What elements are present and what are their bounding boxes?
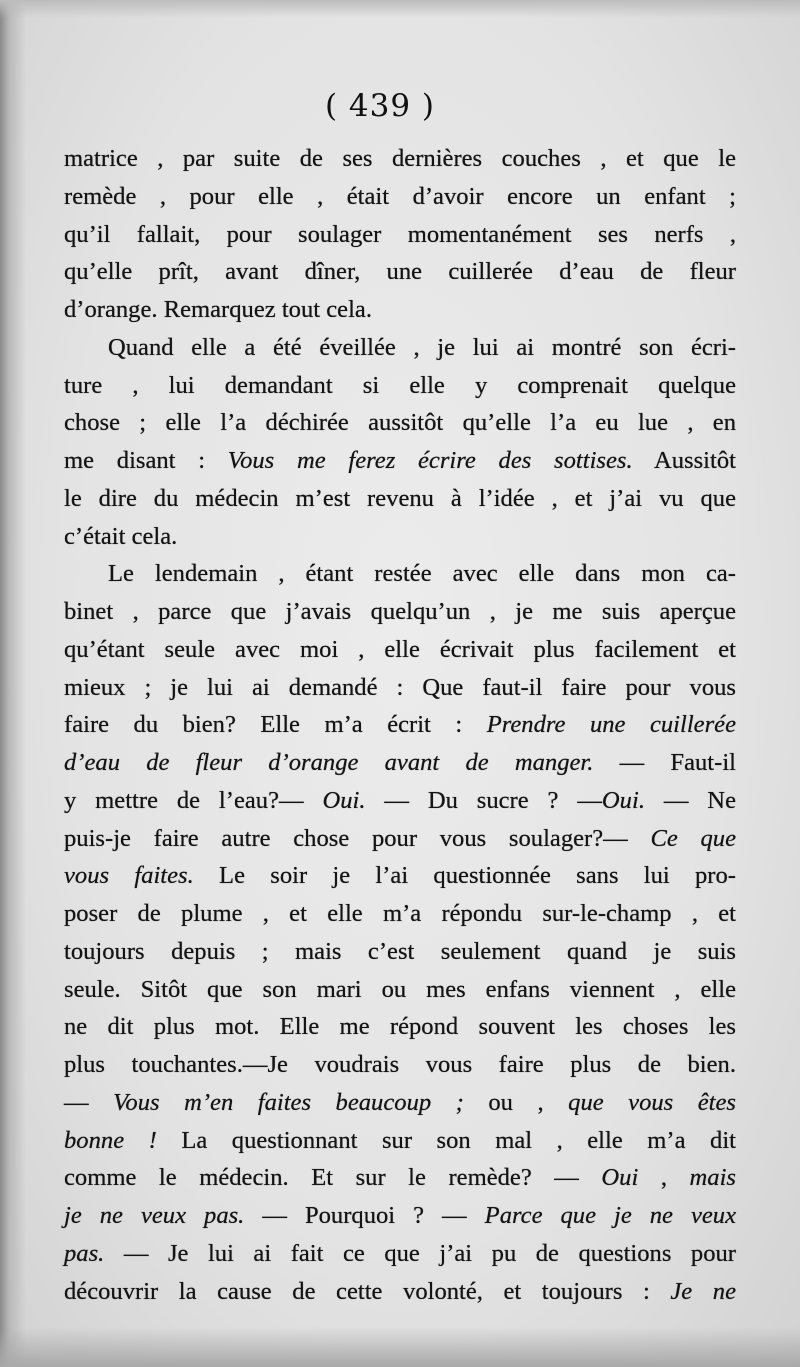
italic-text-segment: Vous me ferez écrire des sottises. <box>227 447 633 474</box>
text-segment: — <box>64 1088 114 1116</box>
text-line <box>64 706 736 744</box>
text-segment: comme le médecin. Et sur le remède? — <box>64 1164 602 1192</box>
text-segment: — Je lui ai fait ce que j’ai pu de questions pour <box>104 1239 736 1267</box>
text-line <box>64 480 736 518</box>
text-segment: seule. Sitôt que son mari ou mes enfans viennent , elle <box>64 975 736 1003</box>
text-segment: poser de plume , et elle m’a répondu sur-le-champ , et <box>64 900 736 927</box>
text-line <box>64 1084 736 1122</box>
italic-text-segment: Vous m’en faites beaucoup ; <box>113 1088 464 1116</box>
italic-text-segment: bonne ! <box>64 1126 157 1154</box>
text-line <box>64 971 736 1009</box>
text-segment: puis-je faire autre chose pour vous soulager?— <box>64 824 651 852</box>
text-segment: me disant : <box>64 447 228 474</box>
italic-text-segment: Prendre une cuillerée <box>486 711 736 739</box>
italic-text-segment: pas. <box>64 1239 105 1267</box>
italic-text-segment: Oui <box>601 1164 639 1192</box>
text-segment: ture , lui demandant si elle y comprenait quelque <box>64 371 736 399</box>
text-line <box>64 820 736 858</box>
text-line <box>64 744 736 782</box>
text-line <box>64 404 736 442</box>
text-line <box>64 178 736 216</box>
text-line <box>64 895 736 933</box>
italic-text-segment: Oui. <box>322 786 366 814</box>
text-line <box>64 442 736 480</box>
page-edge-shadow-top <box>0 0 800 18</box>
text-line <box>64 1197 736 1235</box>
italic-text-segment: que vous êtes <box>568 1088 737 1116</box>
text-line <box>64 1235 736 1273</box>
text-segment: — Ne <box>644 786 736 814</box>
text-segment: chose ; elle l’a déchirée aussitôt qu’elle l’a eu lue , en <box>64 409 736 437</box>
text-segment: d’orange. Remarquez tout cela. <box>64 296 372 323</box>
text-segment: , <box>638 1164 690 1192</box>
text-line <box>64 1273 736 1311</box>
text-segment: — Du sucre ? — <box>365 786 602 814</box>
text-segment: qu’il fallait, pour soulager momentanément ses nerfs , <box>64 220 736 248</box>
body-text <box>64 140 736 1310</box>
italic-text-segment: d’eau de fleur d’orange avant de manger. <box>64 749 594 776</box>
italic-text-segment: je ne veux pas. <box>64 1202 245 1229</box>
text-segment: plus touchantes.—Je voudrais vous faire plus de bien. <box>64 1051 736 1078</box>
page-edge-shadow-left <box>0 0 26 1367</box>
text-segment: La questionnant sur son mal , elle m’a dit <box>156 1126 736 1154</box>
italic-text-segment: Je ne <box>670 1277 736 1305</box>
text-segment: qu’étant seule avec moi , elle écrivait plus facilement et <box>64 635 736 663</box>
text-line <box>64 1046 736 1084</box>
text-line <box>64 669 736 707</box>
italic-text-segment: Ce que <box>650 824 736 852</box>
text-segment: le dire du médecin m’est revenu à l’idée , et j’ai vu que <box>64 484 736 512</box>
text-segment: Le soir je l’ai questionnée sans lui pro- <box>193 862 736 890</box>
text-segment: remède , pour elle , était d’avoir encore un enfant ; <box>64 182 736 210</box>
text-segment: ne dit plus mot. Elle me répond souvent les choses les <box>64 1013 736 1041</box>
text-line <box>64 253 736 291</box>
text-line <box>64 593 736 631</box>
text-line <box>64 140 736 178</box>
text-segment: Aussitôt <box>632 447 736 474</box>
text-segment: — Faut-il <box>593 749 736 776</box>
text-segment: faire du bien? Elle m’a écrit : <box>64 711 487 739</box>
text-line <box>64 291 736 329</box>
italic-text-segment: vous faites. <box>64 862 194 890</box>
text-line <box>64 1159 736 1197</box>
text-segment: y mettre de l’eau?— <box>64 786 323 814</box>
page-number: ( 439 ) <box>324 88 436 124</box>
text-line <box>64 555 736 593</box>
text-line <box>64 631 736 669</box>
text-line <box>64 367 736 405</box>
text-segment: matrice , par suite de ses dernières couches , et que le <box>64 145 736 172</box>
italic-text-segment: Oui. <box>601 786 645 814</box>
text-segment: ou , <box>463 1088 569 1116</box>
text-line <box>64 857 736 895</box>
text-line <box>64 782 736 820</box>
page-edge-shadow-bottom <box>0 1327 800 1367</box>
text-line <box>64 216 736 254</box>
text-segment: Quand elle a été éveillée , je lui ai montré son écri- <box>108 333 736 361</box>
text-segment: — Pourquoi ? — <box>244 1202 485 1229</box>
text-line <box>64 1122 736 1160</box>
text-segment: c’était cela. <box>64 522 178 550</box>
text-segment: découvrir la cause de cette volonté, et toujours : <box>64 1277 671 1305</box>
text-line <box>64 518 736 556</box>
text-segment: binet , parce que j’avais quelqu’un , je me suis aperçue <box>64 598 736 625</box>
text-segment: toujours depuis ; mais c’est seulement quand je suis <box>64 937 736 965</box>
text-segment: Le lendemain , étant restée avec elle dans mon ca- <box>108 560 736 588</box>
italic-text-segment: Parce que je ne veux <box>484 1202 737 1229</box>
text-line <box>64 329 736 367</box>
text-line <box>64 1008 736 1046</box>
italic-text-segment: mais <box>689 1164 736 1192</box>
text-line <box>64 933 736 971</box>
text-segment: mieux ; je lui ai demandé : Que faut-il faire pour vous <box>64 673 736 701</box>
text-segment: qu’elle prît, avant dîner, une cuillerée d’eau de fleur <box>64 258 736 286</box>
